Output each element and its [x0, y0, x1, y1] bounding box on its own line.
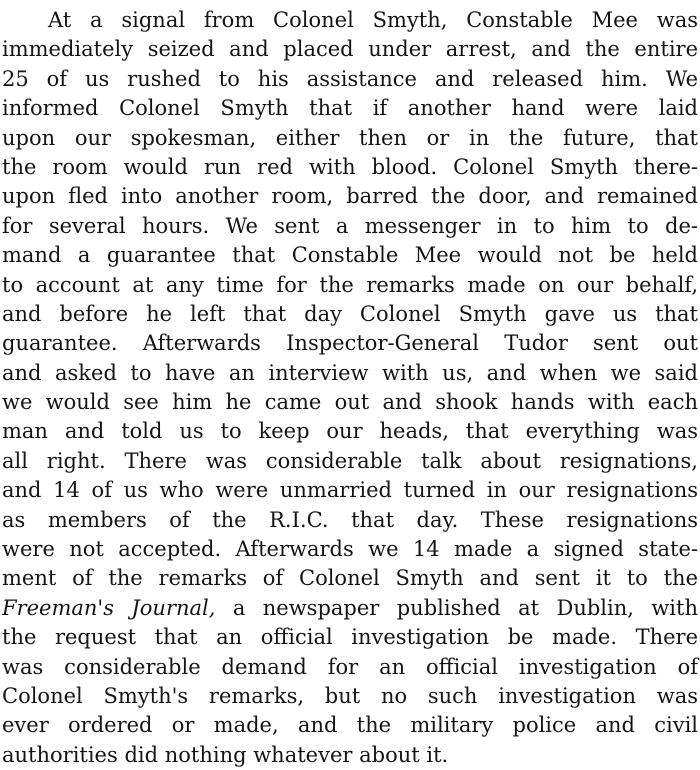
text-line: mand a guarantee that Constable Mee would not be held	[2, 243, 698, 268]
text-line: Colonel Smyth's remarks, but no such investigation was	[2, 683, 698, 708]
text-line: immediately seized and placed under arrest, and the entire	[2, 37, 698, 62]
italic-newspaper-title: Freeman's Journal,	[2, 595, 216, 620]
text-line: ment of the remarks of Colonel Smyth and sent it to the	[2, 566, 698, 591]
text-line: and before he left that day Colonel Smyth gave us that	[2, 301, 698, 326]
text-line: man and told us to keep our heads, that everything was	[2, 419, 698, 444]
text-line: upon our spokesman, either then or in the future, that	[2, 125, 698, 150]
text-line: upon fled into another room, barred the door, and remained	[2, 184, 698, 209]
text-line: were not accepted. Afterwards we 14 made a signed state-	[2, 537, 698, 562]
text-line-mixed	[2, 594, 698, 623]
text-line: authorities did nothing whatever about it.	[2, 742, 449, 767]
text-line: all right. There was considerable talk about resignations,	[2, 448, 698, 473]
text-line: 25 of us rushed to his assistance and released him. We	[2, 66, 698, 91]
text-line: we would see him he came out and shook hands with each	[2, 390, 698, 415]
text-line: for several hours. We sent a messenger in to him to de-	[2, 213, 698, 238]
text-line: to account at any time for the remarks made on our behalf,	[2, 272, 698, 297]
text-line: was considerable demand for an official investigation of	[2, 654, 698, 679]
text-line: and asked to have an interview with us, and when we said	[2, 360, 698, 385]
text-line: the room would run red with blood. Colonel Smyth there-	[2, 154, 698, 179]
text-line: as members of the R.I.C. that day. These resignations	[2, 507, 698, 532]
text-segment: a newspaper published at Dublin, with	[215, 595, 698, 620]
text-line: At a signal from Colonel Smyth, Constable Mee was	[48, 8, 698, 32]
text-line: and 14 of us who were unmarried turned in our resignations	[2, 478, 698, 503]
text-line: guarantee. Afterwards Inspector-General Tudor sent out	[2, 331, 698, 356]
text-line: the request that an official investigation be made. There	[2, 625, 698, 650]
text-line: ever ordered or made, and the military police and civil	[2, 713, 698, 738]
text-line: informed Colonel Smyth that if another hand were laid	[2, 96, 698, 121]
